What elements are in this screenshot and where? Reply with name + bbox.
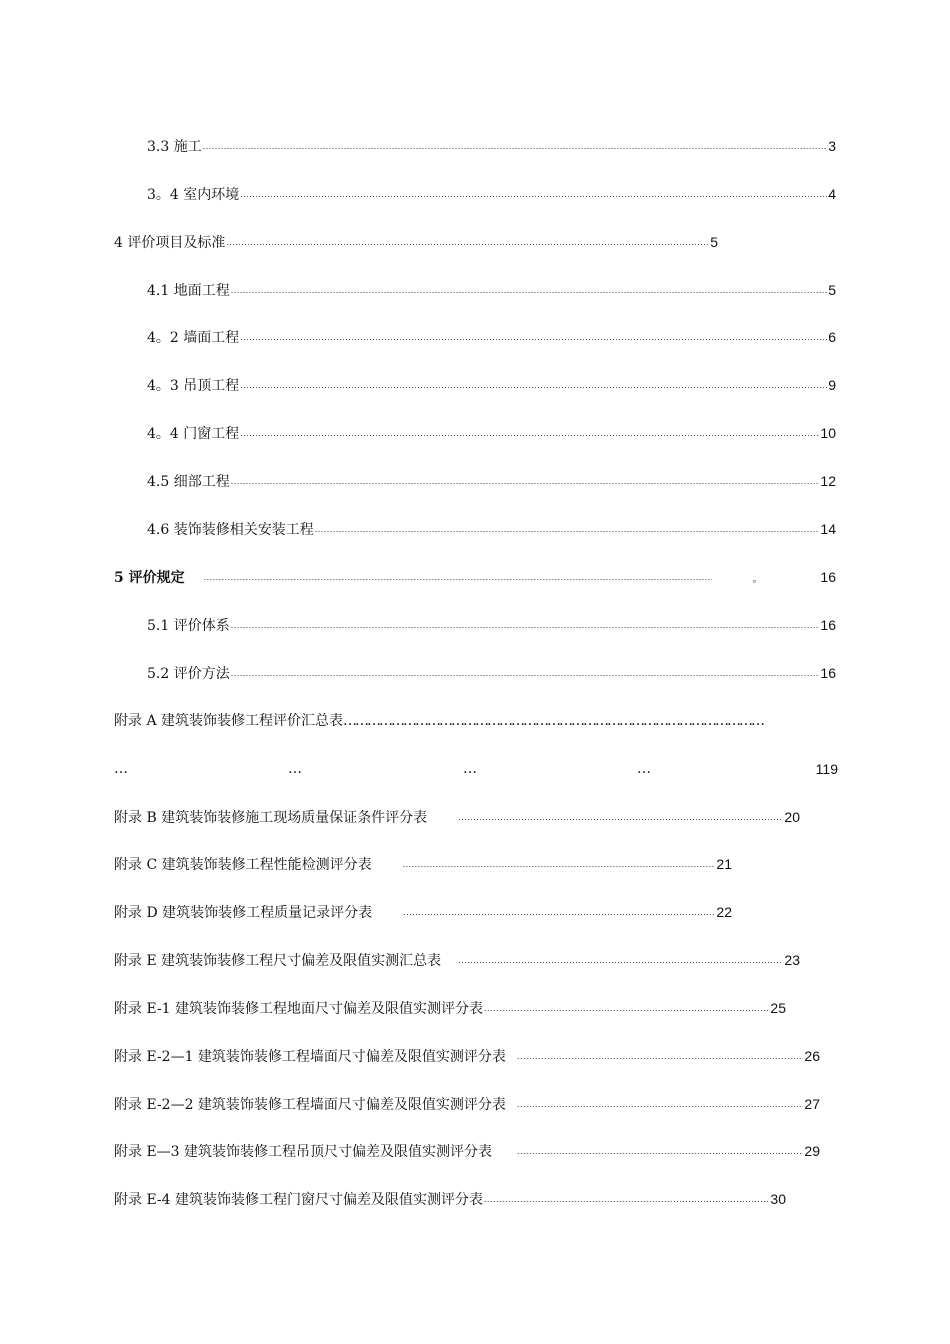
toc-label: 附录 D 建筑装饰装修工程质量记录评分表: [114, 905, 373, 921]
toc-page-number: 5: [710, 234, 718, 250]
toc-leader: [484, 1188, 769, 1210]
toc-label: 附录 E-1 建筑装饰装修工程地面尺寸偏差及限值实测评分表: [114, 1001, 484, 1017]
toc-leader: [403, 901, 715, 923]
toc-leader: [226, 231, 709, 253]
toc-page-number: 16: [820, 665, 836, 681]
toc-page-number: 5: [828, 282, 836, 298]
toc-entry-4-4[interactable]: [147, 422, 836, 444]
toc-label: 4 评价项目及标准: [114, 235, 226, 251]
toc-page-number: 14: [820, 521, 836, 537]
toc-page-number: 26: [804, 1048, 820, 1064]
toc-leader: [240, 422, 819, 444]
toc-page-number: 6: [828, 329, 836, 345]
toc-leader: [517, 1093, 803, 1115]
toc-label: 附录 E—3 建筑装饰装修工程吊顶尺寸偏差及限值实测评分表: [114, 1144, 493, 1160]
toc-mark: 。: [752, 574, 763, 585]
toc-leader: [231, 662, 820, 684]
toc-leader: [203, 135, 827, 157]
toc-leader: [231, 279, 827, 301]
toc-page-number: 10: [820, 425, 836, 441]
toc-page-number: 16: [820, 617, 836, 633]
toc-entry-4-6[interactable]: [147, 518, 836, 540]
toc-leader: [240, 374, 827, 396]
toc-leader: [484, 997, 769, 1019]
toc-entry-appendix-a-continued: [114, 758, 838, 780]
toc-page-number: 4: [828, 186, 836, 202]
toc-leader: [240, 183, 827, 205]
toc-label: 3。4 室内环境: [147, 187, 240, 203]
toc-label: 附录 A 建筑装饰装修工程评价汇总表: [114, 713, 344, 729]
toc-label: 5.1 评价体系: [147, 618, 230, 634]
toc-leader: ……………………………………………………………………………………………: [343, 713, 764, 729]
toc-page-number: 27: [804, 1096, 820, 1112]
toc-ellipsis: …: [637, 761, 651, 777]
toc-label: 附录 E 建筑装饰装修工程尺寸偏差及限值实测汇总表: [114, 953, 442, 969]
toc-leader: [240, 326, 827, 348]
toc-leader: [315, 518, 820, 540]
toc-page-number: 21: [716, 856, 732, 872]
toc-entry-3-3[interactable]: [147, 135, 836, 157]
toc-label: 附录 B 建筑装饰装修施工现场质量保证条件评分表: [114, 810, 428, 826]
toc-page-number: 25: [770, 1000, 786, 1016]
toc-ellipsis: …: [288, 761, 302, 777]
toc-entry-4-1[interactable]: [147, 279, 836, 301]
toc-page-number: 16: [820, 569, 836, 585]
toc-label: 5.2 评价方法: [147, 666, 230, 682]
toc-page-number: 30: [770, 1191, 786, 1207]
toc-leader: [231, 470, 820, 492]
toc-label: 3.3 施工: [147, 139, 202, 155]
toc-entry-4[interactable]: [114, 231, 718, 253]
toc-entry-4-3[interactable]: [147, 374, 836, 396]
toc-leader: [231, 614, 820, 636]
toc-entry-appendix-a[interactable]: [114, 710, 838, 732]
toc-page-number: 22: [716, 904, 732, 920]
toc-leader: [517, 1140, 803, 1162]
toc-entry-appendix-e-2-1[interactable]: [114, 1045, 820, 1067]
toc-label: 附录 E-2—2 建筑装饰装修工程墙面尺寸偏差及限值实测评分表: [114, 1097, 506, 1113]
toc-page-number: 29: [804, 1143, 820, 1159]
toc-entry-4-5[interactable]: [147, 470, 836, 492]
toc-label: 附录 E-2—1 建筑装饰装修工程墙面尺寸偏差及限值实测评分表: [114, 1049, 506, 1065]
toc-ellipsis: …: [463, 761, 477, 777]
toc-entry-appendix-e-4[interactable]: [114, 1188, 786, 1210]
toc-entry-appendix-e[interactable]: [114, 949, 800, 971]
toc-page-number: 3: [828, 138, 836, 154]
toc-entry-appendix-c[interactable]: [114, 853, 732, 875]
toc-entry-appendix-b[interactable]: [114, 806, 800, 828]
toc-label: 4.1 地面工程: [147, 283, 230, 299]
toc-entry-appendix-e-2-2[interactable]: [114, 1093, 820, 1115]
toc-page-number: 20: [784, 809, 800, 825]
toc-label: 4.5 细部工程: [147, 474, 230, 490]
toc-leader: [458, 949, 783, 971]
toc-entry-4-2[interactable]: [147, 326, 836, 348]
toc-page-number: 12: [820, 473, 836, 489]
toc-leader: [204, 566, 712, 588]
toc-label: 4.6 装饰装修相关安装工程: [147, 522, 314, 538]
toc-entry-appendix-d[interactable]: [114, 901, 732, 923]
toc-label: 4。2 墙面工程: [147, 330, 240, 346]
toc-entry-5-1[interactable]: [147, 614, 836, 636]
toc-leader: [458, 806, 783, 828]
toc-entry-3-4[interactable]: [147, 183, 836, 205]
toc-entry-5[interactable]: [114, 566, 836, 588]
toc-label: 4。3 吊顶工程: [147, 378, 240, 394]
toc-entry-appendix-e-1[interactable]: [114, 997, 786, 1019]
toc-label: 5 评价规定: [114, 570, 185, 586]
toc-label: 附录 C 建筑装饰装修工程性能检测评分表: [114, 857, 372, 873]
toc-ellipsis: …: [114, 761, 128, 777]
toc-leader: [517, 1045, 803, 1067]
toc-label: 4。4 门窗工程: [147, 426, 240, 442]
toc-page-number: 119: [815, 761, 838, 777]
toc-page-number: 23: [784, 952, 800, 968]
toc-leader: [403, 853, 716, 875]
toc-page-number: 9: [828, 377, 836, 393]
toc-label: 附录 E-4 建筑装饰装修工程门窗尺寸偏差及限值实测评分表: [114, 1192, 484, 1208]
toc-entry-5-2[interactable]: [147, 662, 836, 684]
toc-entry-appendix-e-3[interactable]: [114, 1140, 820, 1162]
